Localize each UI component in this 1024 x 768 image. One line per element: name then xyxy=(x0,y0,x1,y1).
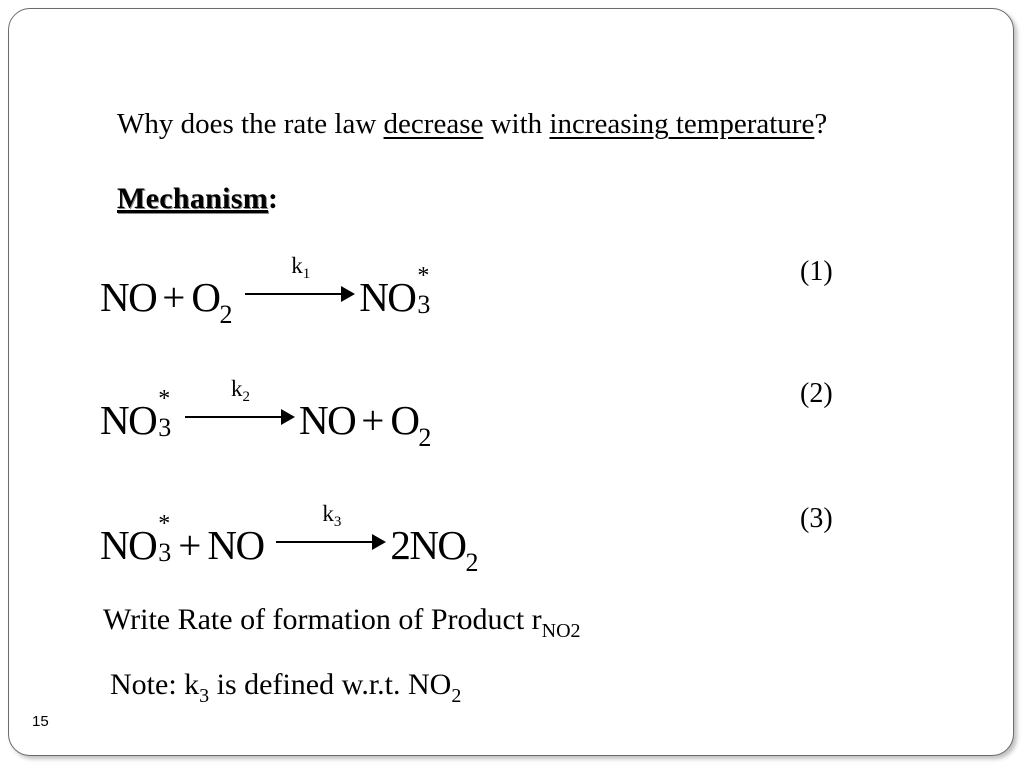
write-sub: NO2 xyxy=(541,620,581,642)
mechanism-heading xyxy=(117,182,278,216)
eq2-arrow-line xyxy=(185,416,285,418)
eq3-rhs-a: 2NO xyxy=(390,522,466,568)
mechanism-label: Mechanism xyxy=(117,182,269,215)
question-part2: with xyxy=(483,108,550,140)
eq3-lhs-a-scripts xyxy=(156,511,172,567)
eq1-plus: + xyxy=(162,274,186,320)
eq2-lhs-a-scripts xyxy=(156,386,172,442)
arrow-right-icon xyxy=(341,286,355,302)
eq1-rate-constant xyxy=(291,253,311,282)
eq2-rhs-b-sub: 2 xyxy=(418,423,432,452)
eq1-k: k xyxy=(291,253,303,278)
eq3-rhs-a-sub: 2 xyxy=(465,548,479,577)
eq2-lhs-a: NO xyxy=(100,397,157,443)
eq3-k: k xyxy=(322,501,334,526)
eq1-rhs-a-sup: * xyxy=(417,263,428,289)
write-text: Write Rate of formation of Product r xyxy=(103,603,542,636)
arrow-right-icon xyxy=(372,534,386,550)
note-prefix: Note: k xyxy=(110,668,200,701)
eq2-rhs-b: O xyxy=(390,397,419,443)
eq1-arrow xyxy=(245,253,355,311)
arrow-right-icon xyxy=(281,409,295,425)
note-middle: is defined w.r.t. NO xyxy=(209,668,452,701)
eq3-arrow-line xyxy=(276,541,376,543)
equation-1-number: (1) xyxy=(800,256,833,287)
eq1-rhs-a: NO xyxy=(359,274,416,320)
eq1-lhs-b: O xyxy=(191,274,220,320)
question-increasing-temperature: increasing temperature xyxy=(549,108,815,140)
eq2-k-sub: 2 xyxy=(242,389,250,405)
eq3-k-sub: 3 xyxy=(333,514,342,530)
question-part1: Why does the rate law xyxy=(117,108,384,140)
eq1-lhs-b-sub: 2 xyxy=(219,300,233,329)
eq2-rate-constant xyxy=(230,376,250,405)
equation-1 xyxy=(100,253,431,329)
note-k-sub: 3 xyxy=(199,685,210,707)
eq2-arrow xyxy=(185,376,295,434)
eq2-rhs-a: NO xyxy=(298,397,356,443)
equation-3 xyxy=(100,501,479,577)
eq3-lhs-a-sup: * xyxy=(158,511,169,537)
eq1-lhs-a: NO xyxy=(100,274,157,320)
note-text xyxy=(110,668,462,707)
equation-3-number: (3) xyxy=(800,503,833,534)
question-decrease: decrease xyxy=(383,108,484,140)
eq2-lhs-a-sub: 3 xyxy=(158,413,170,442)
write-rate-instruction xyxy=(103,603,581,642)
eq2-lhs-a-sup: * xyxy=(158,386,169,412)
eq1-arrow-line xyxy=(245,293,345,295)
equation-2-number: (2) xyxy=(800,378,833,409)
mechanism-colon: : xyxy=(268,182,279,215)
eq1-rhs-a-scripts xyxy=(415,263,431,319)
eq3-arrow xyxy=(276,501,386,559)
eq3-lhs-b: NO xyxy=(207,522,264,568)
eq1-k-sub: 1 xyxy=(302,266,311,282)
eq3-plus: + xyxy=(178,522,202,568)
page-number: 15 xyxy=(32,713,49,730)
eq3-rate-constant xyxy=(322,501,342,530)
eq2-plus: + xyxy=(361,397,385,443)
eq2-k: k xyxy=(230,376,243,401)
question-text xyxy=(117,108,827,141)
eq3-lhs-a-sub: 3 xyxy=(158,538,170,567)
eq1-rhs-a-sub: 3 xyxy=(417,290,429,319)
eq3-lhs-a: NO xyxy=(100,522,157,568)
equation-2 xyxy=(100,376,432,452)
question-part3: ? xyxy=(814,108,828,140)
note-end-sub: 2 xyxy=(451,685,462,707)
